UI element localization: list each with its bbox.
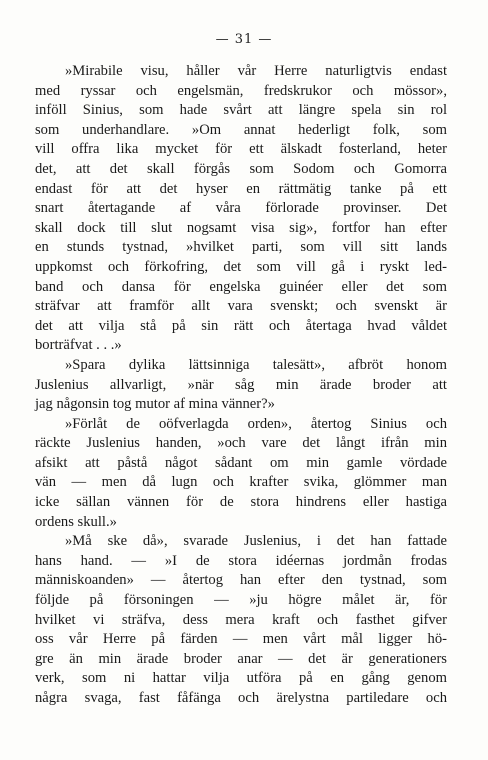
paragraph-4 xyxy=(35,532,447,708)
text-line: skall dock till slut nogsamt visa sig», fortfor han efter xyxy=(35,219,447,236)
paragraph-1 xyxy=(35,62,447,356)
body-text xyxy=(35,62,447,709)
paragraph-2 xyxy=(35,356,447,415)
text-line: »Spara dylika lättsinniga talesätt», afbröt honom xyxy=(65,356,447,373)
text-line: hvilket vi sträfva, dess mera kraft och fasthet gifver xyxy=(35,611,447,628)
text-line: räckte Juslenius handen, »och vare det långt ifrån min xyxy=(35,435,447,452)
text-line: »Mirabile visu, håller vår Herre naturligtvis endast xyxy=(65,63,447,79)
text-line: som underhandlare. »Om annat hederligt folk, som xyxy=(35,121,447,138)
paragraph-3 xyxy=(35,415,447,533)
text-line: verk, som ni hattar vilja utföra på en gång genom xyxy=(35,670,447,687)
text-line: afsikt att påstå något sådant om min gamle vördade xyxy=(35,454,447,471)
text-line: det, att det skall förgås som Sodom och Gomorra xyxy=(35,160,447,177)
text-line: »Må ske då», svarade Juslenius, i det han fattade xyxy=(65,533,447,550)
text-line: jag någonsin tog mutor af mina vänner?» xyxy=(35,396,275,413)
text-line: snart återtagande af våra förlorade provinser. Det xyxy=(35,200,447,217)
text-line: med ryssar och engelsmän, fredskrukor och mössor», xyxy=(35,82,447,99)
text-line: sträfvar att framför allt vara svenskt; och svenskt är xyxy=(35,298,447,315)
text-line: endast för att det hyser en rättmätig tanke på ett xyxy=(35,180,447,197)
text-line: några svaga, fast fåfänga och ärelystna partiledare och xyxy=(35,690,447,706)
text-line: inföll Sinius, som hade svårt att längre spela sin rol xyxy=(35,102,447,119)
text-line: en stunds tystnad, »hvilket parti, som vill sitt lands xyxy=(35,239,447,256)
text-line: uppkomst och förkofring, det som vill gå i ryskt led- xyxy=(35,258,447,275)
text-line: det att vilja stå på sin rätt och återtaga hvad våldet xyxy=(35,317,447,334)
text-line: borträfvat . . .» xyxy=(35,337,122,354)
text-line: vän — men då lugn och krafter svika, glömmer man xyxy=(35,474,447,491)
text-line: vill offra lika mycket för ett älskadt fosterland, heter xyxy=(35,141,447,158)
page-number: — 31 — xyxy=(215,32,273,47)
text-line: hans hand. — »I de stora idéernas jordmån frodas xyxy=(35,552,447,569)
text-line: »Förlåt de oöfverlagda orden», återtog Sinius och xyxy=(65,415,447,432)
text-line: Juslenius allvarligt, »när såg min ärade broder att xyxy=(35,376,447,393)
text-line: ordens skull.» xyxy=(35,513,117,530)
text-line: band och dansa för engelska guinéer eller det som xyxy=(35,278,447,295)
text-line: följde på försoningen — »ju högre målet är, för xyxy=(35,592,447,609)
text-line: oss vår Herre på färden — men vårt mål ligger hö- xyxy=(35,631,447,648)
text-line: människoanden» — återtog han efter den tystnad, som xyxy=(35,572,447,589)
text-line: icke sällan vännen för de stora hindrens eller hastiga xyxy=(35,494,447,511)
text-line: gre än min ärade broder anar — det är generationers xyxy=(35,650,447,667)
